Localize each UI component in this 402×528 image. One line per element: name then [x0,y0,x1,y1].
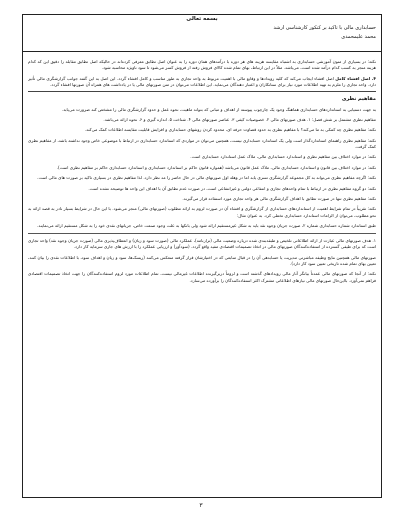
document-header [22,14,382,52]
page-number: ۳ [199,502,203,509]
concepts-paragraph: نکته: در موارد اختلاف بین قانون و استاندارد حسابداری مالی، ملاک عمل قانون می‌باشد (همواره قانون حاکم بر استاندارد حسابداری و استاندارد حسابداری حاکم بر مفاهیم نظری است). [56,164,376,170]
concepts-paragraph: طبق استاندارد شماره حسابداری شماره ۲، صورت جریان وجوه نقد باید به شکل غیرمستقیم ارائه شود ولی بانکها به علت وجود صنعت خاص، جریانهای نقدی خود را به شکل مستقیم ارائه می‌نمایند. [37,222,376,228]
full-disclosure-text: اصل افشاء ایجاب می‌کند که کلیه رویدادها و وقایع مالی با اهمیت مربوط به واحد تجاری به طور مناسب و کامل افشاء گردد. این اصل به این گفته جوانب گزارشگری مالی تأثیر دارد. واحد تجاری را ملزم به تهیه اطلاعات مورد نیاز برای ستانکاران و اعتبار دهندگان می‌نماید. این اطلاعات می‌توان در متن صورتهای مالی یا در یادداشت های همراه آن صورتها افشاء گردد. [28,75,376,87]
course-title: حسابداری مالی با تاکید بر کنکور کارشناسی ارشد [273,25,376,31]
concepts-paragraph: نکته: مفاهیم نظری تنها در صورت تطابق با اهداف گزارشگری مالی هر واحد تجاری مورد استفاده قرار می‌گیرند. [182,195,376,201]
concepts-paragraph: نکته: اگرچه مفاهیم نظری می‌تواند به کل مجموعه گزارشگری تسری یابد اما در وهله اول صورتهای مالی در حال حاضر را مد نظر دارد. لذا مفاهیم نظری در بسیاری تاکید بر صورت های مالی است. [37,175,376,181]
full-disclosure-label: ۴. اصل افشاء کامل [335,75,376,81]
concepts-paragraph: نکته: مفاهیم نظری راهنمای استانداردگذار است ولی یک استاندارد حسابداری نیست، همچنین می‌توان در مواردی که استاندارد حسابداری در ارتباط با موضوعی خاص وجود نداشته باشد، از مفاهیم نظری کمک گرفت. [28,137,376,149]
full-disclosure-paragraph [28,76,376,88]
concepts-paragraph: نکته: در موارد اختلاف بین مفاهیم نظری و استاندارد حسابداری مالی، ملاک عمل استاندارد حسابداری است. [190,154,376,160]
section-divider [28,233,376,234]
section-title-concepts: مفاهیم نظری [341,96,376,103]
objectives-paragraph: صورتهای مالی همچنین نتایج وظیفه مباشرتی مدیریت یا حسابدهی آن را در قبال منابعی که در اختیارشان قرار گرفته منعکس می‌کنند (ریسک‌ها، سود و زیان و اهداف سود، با اطلاعات نقدی را بیان کنند، تعیین بهای تمام شده تاریخی تعیین سود کار دارد). [28,254,376,267]
objectives-paragraph: ۱. هدف صورتهای مالی عبارت از ارائه اطلاعاتی تلخیص و طبقه‌بندی شده درباره وضعیت مالی (ترازنامه)، عملکرد مالی (صورت سود و زیان) و انعطاف‌پذیری مالی (صورت جریان وجوه نقد) واحد تجاری است که برای طیفی گسترده از استفاده‌کنندگان صورتهای مالی در اتخاذ تصمیمات اقتصادی مفید واقع گردد. (سودآور) و ارزیابی عملکرد را با ارزش های جاری سرمایه کار دارد. [28,238,376,250]
intro-note-paragraph: نکته: در بسیاری از متون آموزشی حسابداری به اشتباه مقایسه هزینه های هر دوره با درآمدهای همان دوره را به عنوان اصل تطابق معرفی کرده‌اند در حالیکه اصل تطابق مقابله را دقیق این که کدام هزینه منجر به کسب کدام درآمد شده است، می‌باشد. مثلاً در این ارتباط، بهای تمام شده کالای فروش رفته از فروش کسر می‌شود تا سود ناویژه محاسبه شود. [28,59,376,71]
section-divider [28,91,376,94]
author-name: محمد علیمحمدی [341,34,376,40]
document-body [28,55,376,493]
concepts-paragraph: نکته: تقریباً در تمام شرایط اهمیت از استانداردهای حسابداری از گزارشگری و افشاء آن در صورت لزوم به ارائه مطلوب (صورتهای مالی) منجر می‌شود. با این حال در شرایط بسیار نادر به قصد ارائه به نحو مطلوب، می‌توان از الزامات استاندارد حسابداری تخطی کرد. به عنوان مثال: [28,206,376,218]
objectives-paragraph: نکته: از آنجا که صورتهای مالی عمدتاً بیانگر آثار مالی رویدادهای گذشته است و لزوماً دربرگیرنده اطلاعات غیرمالی نیست، تمام اطلاعات مورد لزوم استفاده‌کنندگان را جهت اتخاذ تصمیمات اقتصادی فراهم نمی‌آورد. بااین‌حال صورتهای مالی نیازهای اطلاعاتی مشترک اکثر استفاده‌کنندگان را برآورده می‌سازد. [28,271,376,283]
concepts-paragraph: نکته: مفاهیم نظری چه کمکی به ما می‌کند؟ با مفاهیم نظری به حدود قضاوت حرفه ای، محدود کردن روشهای حسابداری و افزایش قابلیت مقایسه اطلاعات کمک می‌کند. [84,127,376,133]
concepts-paragraph: مفاهیم نظری مشتمل بر شش فصل: ۱. هدف صورتهای مالی ۲. خصوصیات کیفی ۳. عناصر صورتهای مالی ۴. شناخت ۵. اندازه گیری و ۶. نحوه ارائه می‌باشد. [103,116,376,122]
concepts-paragraph: به جهت دستیابی به استانداردهای حسابداری هماهنگ وجود یک چارچوب پیوسته از اهداف و مبانی که بتواند ماهیت، نحوه عمل و حدود گزارشگری مالی را مشخص کند ضرورت می‌یابد. [61,106,376,112]
concepts-paragraph: نکته: دو گروه مفاهیم نظری در ارتباط با تمام واحدهای تجاری و انتفاعی دولتی و غیرانتفاعی است، در صورت عدم تطابق آن با اهداف این واحد ها توضیحه نشده است. [88,185,376,191]
bismillah-heading: بسمه تعالی [186,16,218,22]
